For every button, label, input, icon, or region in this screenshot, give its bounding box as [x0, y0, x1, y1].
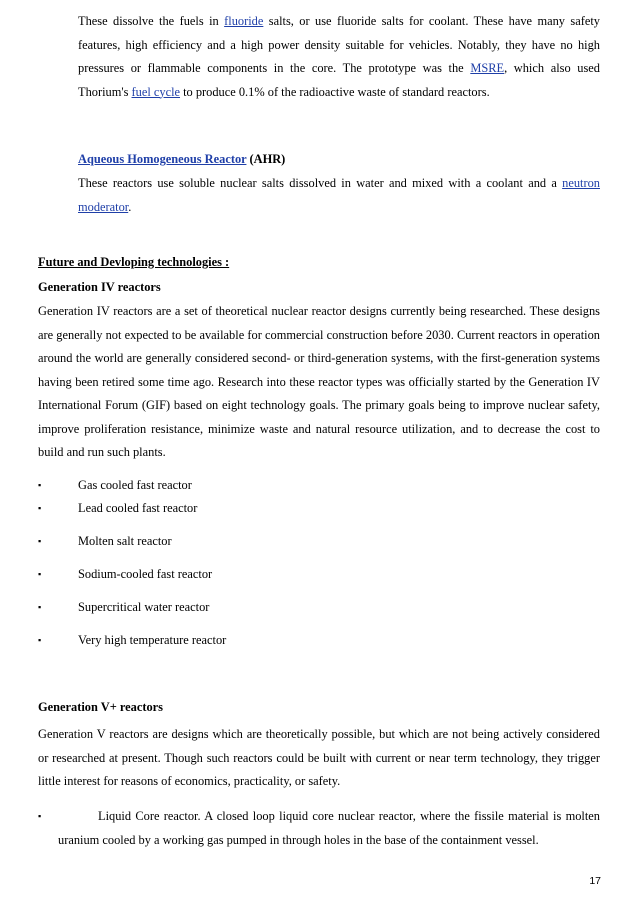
bullet-icon: ▪	[38, 811, 42, 821]
msr-paragraph	[78, 10, 600, 104]
gen4-paragraph: Generation IV reactors are a set of theoretical nuclear reactor designs currently being researched. These designs are generally not expected to be available for commercial construction before 2030. Current reactors in operation around the world are generally considered second- or third-generation systems, with the first-generation systems having been retired some time ago. Research into these reactor types was officially started by the Generation IV International Forum (GIF) based on eight technology goals. The primary goals being to improve nuclear safety, improve proliferation resistance, minimize waste and natural resource utilization, and to decrease the cost to build and run such plants.	[38, 304, 600, 459]
ahr-text-1: These reactors use soluble nuclear salts dissolved in water and mixed with a coolant and a	[78, 176, 563, 190]
gen5-list-item-label: Liquid Core reactor. A closed loop liquid core nuclear reactor, where the fissile material is molten uranium cooled by a working gas pumped in through holes in the base of the containment vessel.	[58, 809, 600, 847]
page-number: 17	[589, 875, 601, 887]
gen4-list-item-label: Very high temperature reactor	[78, 633, 227, 647]
bullet-icon: ▪	[38, 503, 42, 513]
gen4-list-item-label: Supercritical water reactor	[78, 600, 210, 614]
gen4-heading: Generation IV reactors	[38, 280, 161, 294]
gen4-list-item-label: Gas cooled fast reactor	[78, 478, 192, 492]
future-heading: Future and Devloping technologies :	[38, 255, 230, 269]
gen5-heading: Generation V+ reactors	[38, 700, 163, 714]
msr-text-1: These dissolve the fuels in	[78, 14, 225, 28]
gen4-list-item-label: Sodium-cooled fast reactor	[78, 567, 213, 581]
bullet-icon: ▪	[38, 480, 42, 490]
ahr-title-suffix: (AHR)	[246, 152, 286, 166]
ahr-title	[78, 148, 600, 172]
ahr-text-2: .	[128, 199, 132, 214]
gen4-list-item-label: Lead cooled fast reactor	[78, 501, 198, 515]
msr-text-2: salts, or use fluoride salts for coolant. These have many safety features, high efficiency and a high power density suitable for vehicles. Notably, they have no high pressures or flammable components in the core. The prototype was the	[78, 14, 600, 75]
fuel-cycle-link[interactable]: fuel cycle	[131, 84, 181, 99]
msre-link[interactable]: MSRE	[470, 61, 505, 75]
msr-text-3: , which also used Thorium's	[78, 61, 600, 99]
gen5-list-item	[38, 805, 600, 852]
ahr-title-link[interactable]: Aqueous Homogeneous Reactor	[78, 152, 247, 166]
gen4-list-item-label: Molten salt reactor	[78, 534, 172, 548]
bullet-icon: ▪	[38, 635, 42, 645]
neutron-moderator-link[interactable]: neutron moderator	[78, 176, 600, 214]
bullet-icon: ▪	[38, 569, 42, 579]
msr-text-4: to produce 0.1% of the radioactive waste of standard reactors.	[180, 84, 490, 99]
bullet-icon: ▪	[38, 602, 42, 612]
bullet-icon: ▪	[38, 536, 42, 546]
fluoride-link[interactable]: fluoride	[224, 14, 264, 28]
ahr-paragraph	[78, 172, 600, 219]
gen5-paragraph: Generation V reactors are designs which are theoretically possible, but which are not being actively considered or researched at present. Though such reactors could be built with current or near term technology, they trigger little interest for reasons of economics, practicality, or safety.	[38, 727, 600, 788]
